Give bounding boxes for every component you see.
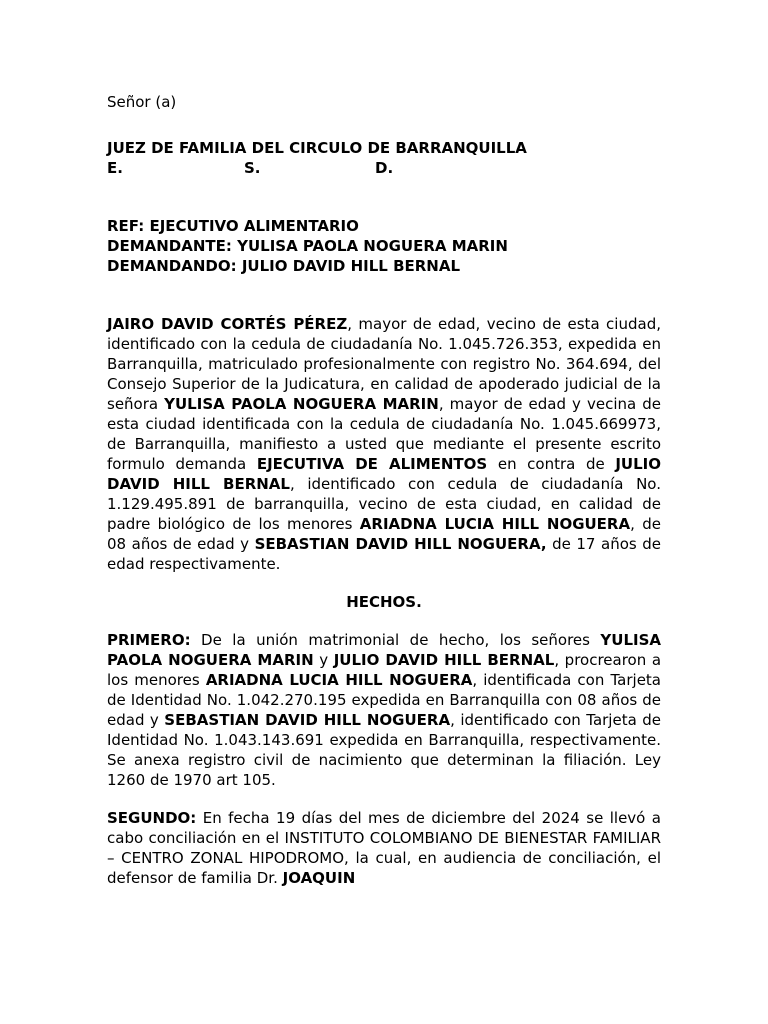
claim-type: EJECUTIVA DE ALIMENTOS xyxy=(256,455,488,473)
fact-first-paragraph: PRIMERO: De la unión matrimonial de hecho, los señores YULISA PAOLA NOGUERA MARIN y JULIO DAVID HILL BERNAL, procrearon a los menores ARIADNA LUCIA HILL NOGUERA, identificada con Tarjeta de Identidad No. 1.042.270.195 expedida en Barranquilla con 08 años de edad y SEBASTIAN DAVID HILL NOGUERA, identificado con Tarjeta de Identidad No. 1.043.143.691 expedida en Barranquilla, respectivamente. Se anexa registro civil de nacimiento que determinan la filiación. Ley 1260 de 1970 art 105. xyxy=(107,631,662,789)
esd-line xyxy=(107,158,661,178)
defendant-name: JULIO DAVID HILL BERNAL xyxy=(107,455,661,493)
person-name: JULIO DAVID HILL BERNAL xyxy=(333,651,555,669)
document-page xyxy=(107,92,661,906)
esd-d: D. xyxy=(375,159,394,177)
reference-plaintiff: DEMANDANTE: YULISA PAOLA NOGUERA MARIN xyxy=(107,237,508,255)
child-name: SEBASTIAN DAVID HILL NOGUERA, xyxy=(254,535,547,553)
person-name: YULISA PAOLA NOGUERA MARIN xyxy=(107,631,661,669)
fact-second-paragraph: SEGUNDO: En fecha 19 días del mes de diciembre del 2024 se llevó a cabo conciliación en el INSTITUTO COLOMBIANO DE BIENESTAR FAMILIAR – CENTRO ZONAL HIPODROMO, la cual, en audiencia de conciliación, el defensor de familia Dr. JOAQUIN xyxy=(107,809,661,887)
lawyer-name: JAIRO DAVID CORTÉS PÉREZ xyxy=(107,315,348,333)
fact-label: PRIMERO: xyxy=(107,631,191,649)
reference-defendant: DEMANDANDO: JULIO DAVID HILL BERNAL xyxy=(107,257,461,275)
reference-title: REF: EJECUTIVO ALIMENTARIO xyxy=(107,217,359,235)
court-title: JUEZ DE FAMILIA DEL CIRCULO DE BARRANQUILLA xyxy=(107,139,527,157)
esd-s: S. xyxy=(244,159,261,177)
esd-e: E. xyxy=(107,159,123,177)
person-name: ARIADNA LUCIA HILL NOGUERA xyxy=(205,671,473,689)
person-name: JOAQUIN xyxy=(282,869,356,887)
intro-paragraph: JAIRO DAVID CORTÉS PÉREZ, mayor de edad, vecino de esta ciudad, identificado con la cedula de ciudadanía No. 1.045.726.353, expedida en Barranquilla, matriculado profesionalmente con registro No. 364.694, del Consejo Superior de la Judicatura, en calidad de apoderado judicial de la señora YULISA PAOLA NOGUERA MARIN, mayor de edad y vecina de esta ciudad identificada con la cedula de ciudadanía No. 1.045.669973, de Barranquilla, manifiesto a usted que mediante el presente escrito formulo demanda EJECUTIVA DE ALIMENTOS en contra de JULIO DAVID HILL BERNAL, identificado con cedula de ciudadanía No. 1.129.495.891 de barranquilla, vecino de esta ciudad, en calidad de padre biológico de los menores ARIADNA LUCIA HILL NOGUERA, de 08 años de edad y SEBASTIAN DAVID HILL NOGUERA, de 17 años de edad respectivamente. xyxy=(107,315,661,573)
salutation: Señor (a) xyxy=(107,93,177,111)
person-name: SEBASTIAN DAVID HILL NOGUERA xyxy=(164,711,451,729)
reference-block xyxy=(107,216,661,276)
fact-label: SEGUNDO: xyxy=(107,809,197,827)
child-name: ARIADNA LUCIA HILL NOGUERA xyxy=(359,515,631,533)
section-title-hechos: HECHOS. xyxy=(346,593,422,611)
client-name: YULISA PAOLA NOGUERA MARIN xyxy=(164,395,439,413)
